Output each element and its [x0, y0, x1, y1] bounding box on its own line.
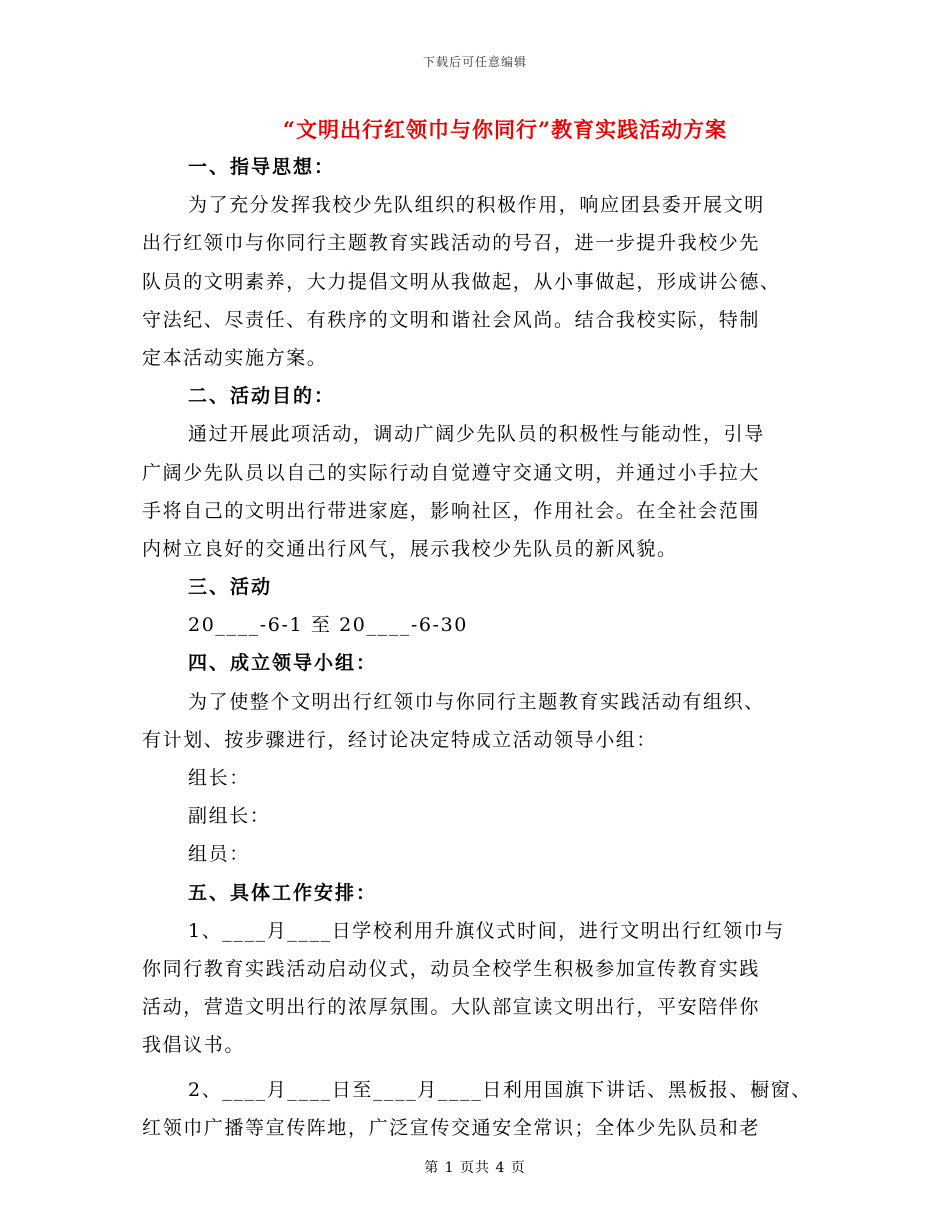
paragraph-line: 出行红领巾与你同行主题教育实践活动的号召，进一步提升我校少先 [142, 232, 761, 255]
activity-date-range: 20____-6-1 至 20____-6-30 [188, 614, 468, 637]
paragraph-line: 定本活动实施方案。 [142, 346, 328, 369]
document-title: “文明出行红领巾与你同行”教育实践活动方案 [282, 117, 728, 142]
paragraph-line: 手将自己的文明出行带进家庭，影响社区，作用社会。在全社会范围 [142, 499, 761, 522]
section-heading-activity: 三、活动 [188, 576, 273, 599]
paragraph-line: 广阔少先队员以自己的实际行动自觉遵守交通文明，并通过小手拉大 [142, 461, 761, 484]
work-item-1-line: 1、____月____日学校利用升旗仪式时间，进行文明出行红领巾与 [188, 919, 785, 942]
paragraph-line: 内树立良好的交通出行风气，展示我校少先队员的新风貌。 [142, 537, 678, 560]
section-heading-activity-purpose: 二、活动目的： [188, 385, 336, 408]
group-leader-label: 组长： [188, 767, 250, 789]
paragraph-line: 队员的文明素养，大力提倡文明从我做起，从小事做起，形成讲公德、 [142, 270, 781, 293]
work-item-1-line: 我倡议书。 [142, 1034, 246, 1057]
section-heading-guiding-thought: 一、指导思想： [188, 156, 336, 178]
work-item-2-line: 红领巾广播等宣传阵地，广泛宣传交通安全常识；全体少先队员和老 [142, 1116, 761, 1139]
work-item-1-line: 你同行教育实践活动启动仪式，动员全校学生积极参加宣传教育实践 [142, 957, 761, 980]
paragraph-line: 有计划、按步骤进行，经讨论决定特成立活动领导小组： [142, 728, 658, 751]
paragraph-line: 为了使整个文明出行红领巾与你同行主题教育实践活动有组织、 [188, 690, 765, 713]
section-heading-work-arrangement: 五、具体工作安排： [188, 881, 378, 904]
section-heading-leadership-group: 四、成立领导小组： [188, 652, 378, 675]
group-members-label: 组员： [188, 843, 250, 866]
paragraph-line: 通过开展此项活动，调动广阔少先队员的积极性与能动性，引导 [188, 423, 765, 446]
paragraph-line: 守法纪、尽责任、有秩序的文明和谐社会风尚。结合我校实际，特制 [142, 308, 761, 331]
work-item-2-line: 2、____月____日至____月____日利用国旗下讲话、黑板报、橱窗、 [188, 1078, 812, 1101]
deputy-leader-label: 副组长： [188, 805, 271, 828]
document-body [142, 148, 832, 1147]
page-footer-number: 第 1 页共 4 页 [424, 1160, 526, 1176]
page-header-note: 下载后可任意编辑 [422, 55, 527, 69]
paragraph-line: 为了充分发挥我校少先队组织的积极作用，响应团县委开展文明 [188, 194, 765, 217]
work-item-1-line: 活动，营造文明出行的浓厚氛围。大队部宣读文明出行，平安陪伴你 [142, 996, 761, 1019]
